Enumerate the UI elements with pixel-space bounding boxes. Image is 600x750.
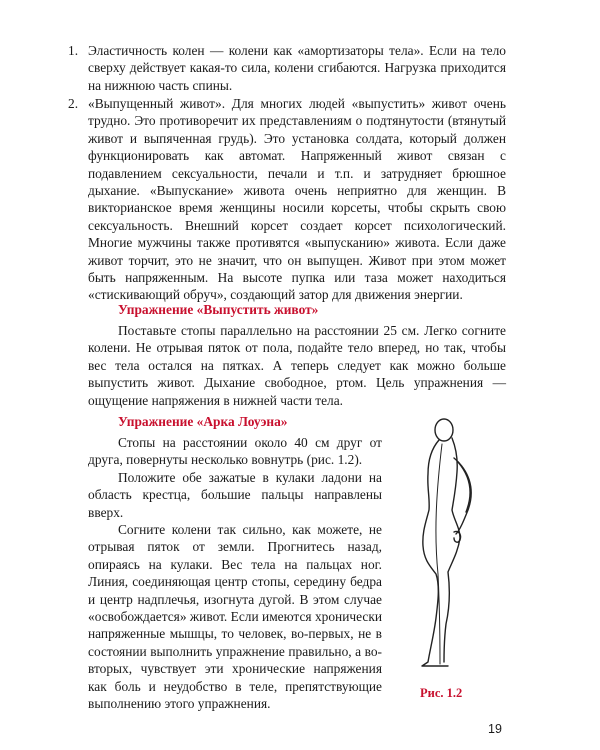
exercise-1-paragraph: Поставьте стопы параллельно на расстоянии 25 см. Легко согните колени. Не отрывая пяток от пола, подайте тело вперед, но так, чтобы вес тела остался на пятках. А теперь следует как можно больше выпустить живот. Дыхание свободное, ртом. Цель упражнения — ощущение напряжения в нижней части тела. xyxy=(88,323,506,408)
exercise-2-paragraph-1: Стопы на расстоянии около 40 см друг от друга, повернуты несколько вовнутрь (рис. 1.2). xyxy=(88,435,382,468)
figure-front-contour xyxy=(422,440,448,666)
figure-back-contour xyxy=(444,438,460,662)
exercise-1-body xyxy=(88,322,506,409)
figure-arc-line xyxy=(436,444,442,664)
exercise-2-body xyxy=(88,434,382,713)
list-item-2 xyxy=(68,95,506,304)
figure-head xyxy=(435,419,453,441)
exercise-2-paragraph-2: Положите обе зажатые в кулаки ладони на область крестца, большие пальцы направлены вверх. xyxy=(88,469,382,520)
exercise-2-heading: Упражнение «Арка Лоуэна» xyxy=(118,414,288,429)
figure-arch-illustration xyxy=(402,414,502,676)
figure-caption: Рис. 1.2 xyxy=(420,686,463,700)
list-number-2: 2. xyxy=(68,96,79,111)
list-number-1: 1. xyxy=(68,43,79,58)
exercise-2-paragraph-3: Согните колени так сильно, как можете, не отрывая пяток от земли. Прогнитесь назад, опираясь на кулаки. Вес тела на пальцах ног. Линия, соединяющая центр стопы, середину бедра и центр надплечья, изогнута дугой. В этом случае «освобождается» живот. Если имеются хронически напряженные мышцы, то человек, во-первых, не в состоянии выполнить упражнение правильно, а во-вторых, чувствует эти хронические напряжения как боль и неудобство в теле, препятствующие выполнению этого упражнения. xyxy=(88,522,382,712)
list-text-1: Эластичность колен — колени как «амортизаторы тела». Если на тело сверху действует какая-то сила, колени сгибаются. Нагрузка приходится на нижнюю часть спины. xyxy=(88,43,506,93)
exercise-1-heading: Упражнение «Выпустить живот» xyxy=(118,302,319,317)
page-number: 19 xyxy=(488,722,502,736)
list-item-1 xyxy=(68,42,506,94)
list-text-2: «Выпущенный живот». Для многих людей «выпустить» живот очень трудно. Это противоречит их представлениям о подтянутости (втянутый живот и выпяченная грудь). Это установка солдата, который должен функционировать как автомат. Напряженный живот связан с подавлением сексуальности, печали и т.п. и затрудняет брюшное дыхание. «Выпускание» живота очень неприятно для женщин. В викторианское время женщины носили корсеты, чтобы скрыть свою сексуальность. Внешний корсет создает корсет психологический. Многие мужчины также противятся «выпусканию» живота. Если даже живот торчит, это не значит, что он выпущен. Живот при этом может быть напряженным. На высоте пупка или таза может находиться «стискивающий обруч», создающий затор для движения энергии. xyxy=(88,96,506,303)
